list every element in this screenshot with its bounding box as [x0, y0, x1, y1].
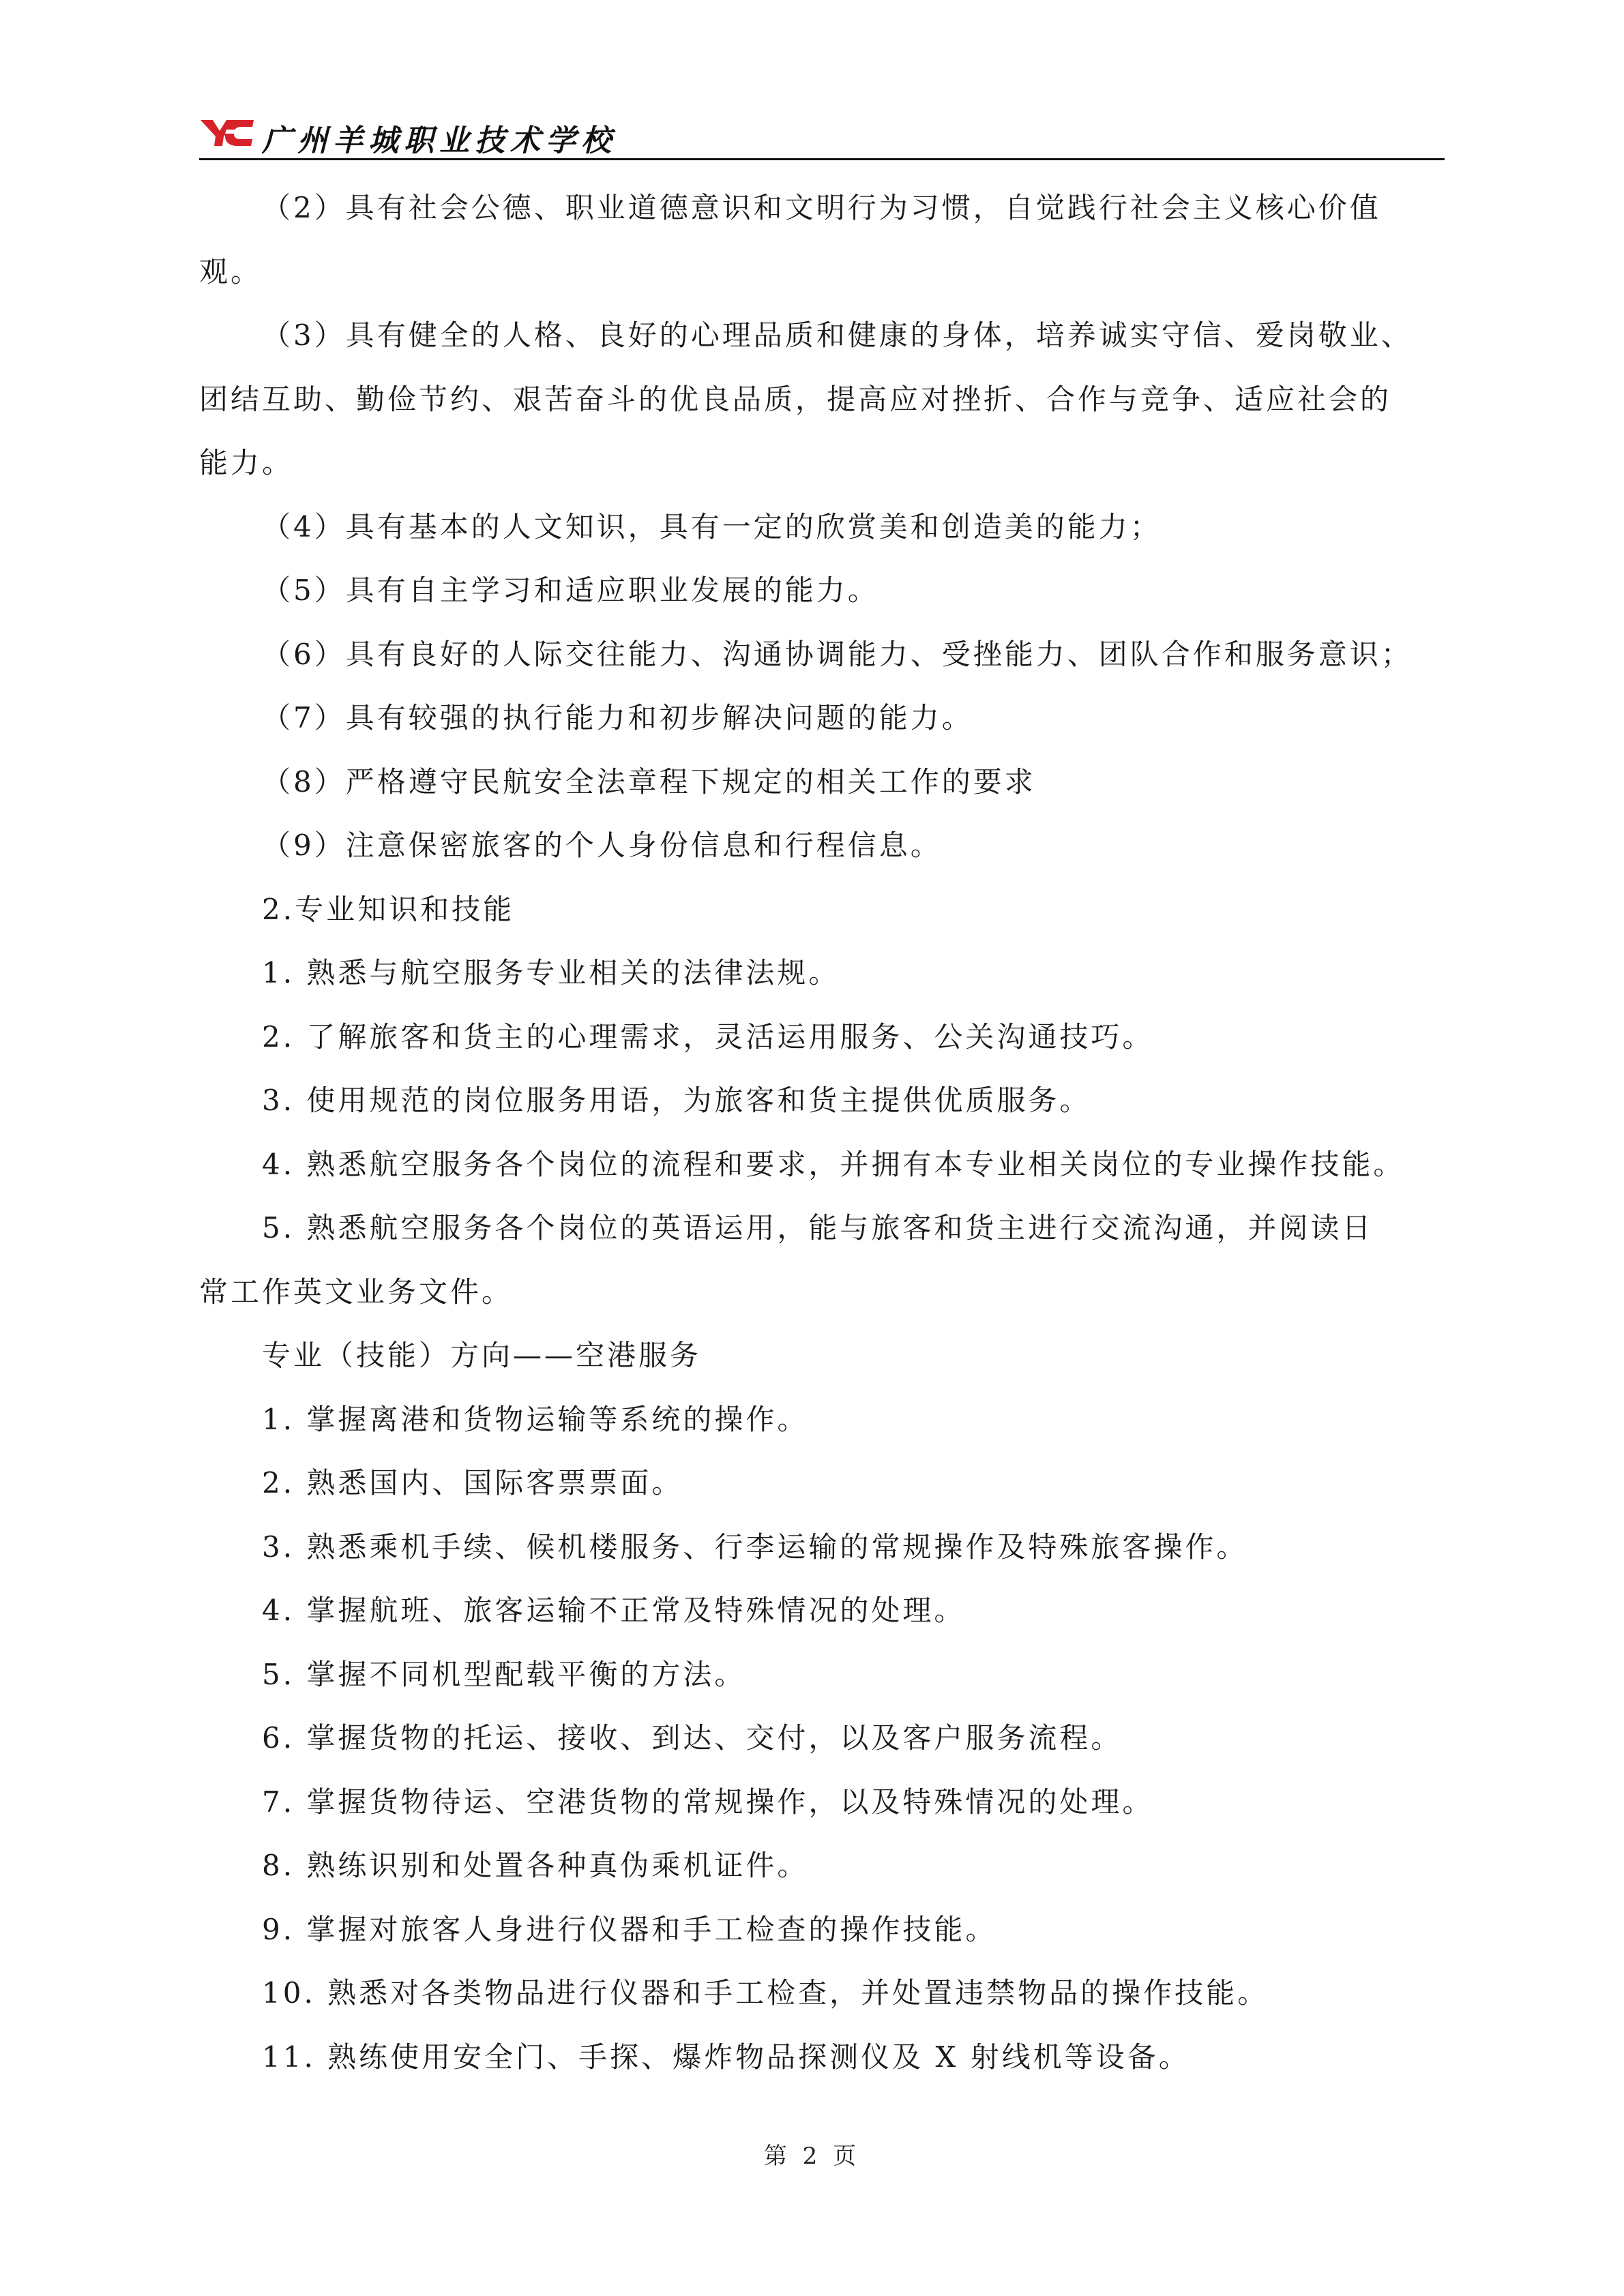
text-line: 3. 使用规范的岗位服务用语，为旅客和货主提供优质服务。	[262, 1084, 1091, 1117]
text-line: （7）具有较强的执行能力和初步解决问题的能力。	[262, 701, 973, 734]
paragraph	[199, 1706, 1445, 1770]
paragraph	[199, 878, 1445, 942]
text-line: 5. 掌握不同机型配载平衡的方法。	[262, 1657, 746, 1691]
paragraph	[199, 1133, 1445, 1197]
document-body	[199, 176, 1445, 2089]
paragraph	[199, 1515, 1445, 1579]
text-line: 9. 掌握对旅客人身进行仪器和手工检查的操作技能。	[262, 1912, 997, 1946]
school-logo-icon	[199, 117, 255, 149]
header-divider	[199, 158, 1445, 160]
text-line: （2）具有社会公德、职业道德意识和文明行为习惯，自觉践行社会主义核心价值	[262, 191, 1381, 224]
paragraph	[199, 1069, 1445, 1133]
paragraph	[199, 1388, 1445, 1452]
page-header	[199, 115, 1445, 158]
paragraph	[199, 1898, 1445, 1962]
paragraph	[199, 2025, 1445, 2089]
text-line: （5）具有自主学习和适应职业发展的能力。	[262, 573, 879, 607]
paragraph	[199, 1324, 1445, 1388]
text-line: 团结互助、勤俭节约、艰苦奋斗的优良品质，提高应对挫折、合作与竞争、适应社会的	[199, 382, 1392, 416]
page-number: 第 2 页	[763, 2143, 861, 2170]
paragraph	[199, 558, 1445, 623]
text-line: 4. 熟悉航空服务各个岗位的流程和要求，并拥有本专业相关岗位的专业操作技能。	[262, 1147, 1405, 1181]
paragraph	[199, 941, 1445, 1005]
paragraph	[199, 176, 1445, 303]
paragraph	[199, 1643, 1445, 1707]
text-line: 3. 熟悉乘机手续、候机楼服务、行李运输的常规操作及特殊旅客操作。	[262, 1530, 1248, 1564]
text-line: 10. 熟悉对各类物品进行仪器和手工检查，并处置违禁物品的操作技能。	[262, 1976, 1269, 2010]
text-line: （6）具有良好的人际交往能力、沟通协调能力、受挫能力、团队合作和服务意识；	[262, 637, 1413, 671]
text-line: 5. 熟悉航空服务各个岗位的英语运用，能与旅客和货主进行交流沟通，并阅读日	[262, 1211, 1374, 1244]
text-line: 6. 掌握货物的托运、接收、到达、交付，以及客户服务流程。	[262, 1721, 1123, 1755]
text-line: 2. 了解旅客和货主的心理需求，灵活运用服务、公关沟通技巧。	[262, 1019, 1154, 1054]
text-line: 1. 熟悉与航空服务专业相关的法律法规。	[262, 956, 840, 989]
text-line: 8. 熟练识别和处置各种真伪乘机证件。	[262, 1849, 809, 1882]
text-line: （9）注意保密旅客的个人身份信息和行程信息。	[262, 829, 942, 862]
text-line: 1. 掌握离港和货物运输等系统的操作。	[262, 1402, 809, 1436]
paragraph	[199, 1196, 1445, 1324]
text-line: 7. 掌握货物待运、空港货物的常规操作，以及特殊情况的处理。	[262, 1785, 1154, 1819]
text-line: （3）具有健全的人格、良好的心理品质和健康的身体，培养诚实守信、爱岗敬业、	[262, 318, 1413, 352]
text-line: 2. 熟悉国内、国际客票票面。	[262, 1466, 683, 1500]
paragraph	[199, 303, 1445, 495]
text-line: 专业（技能）方向——空港服务	[262, 1339, 702, 1372]
paragraph	[199, 1834, 1445, 1898]
text-line: 4. 掌握航班、旅客运输不正常及特殊情况的处理。	[262, 1594, 966, 1627]
paragraph	[199, 1451, 1445, 1515]
paragraph	[199, 1770, 1445, 1834]
paragraph	[199, 1579, 1445, 1643]
text-line: 11. 熟练使用安全门、手探、爆炸物品探测仪及 X 射线机等设备。	[262, 2040, 1190, 2074]
text-line: 观。	[199, 254, 263, 288]
text-line: （4）具有基本的人文知识，具有一定的欣赏美和创造美的能力；	[262, 509, 1162, 543]
text-line: 常工作英文业务文件。	[199, 1274, 514, 1309]
paragraph	[199, 686, 1445, 750]
text-line: 2.专业知识和技能	[262, 892, 515, 926]
paragraph	[199, 623, 1445, 687]
text-line: （8）严格遵守民航安全法章程下规定的相关工作的要求	[262, 764, 1036, 799]
school-name: 广州羊城职业技术学校	[262, 123, 617, 158]
paragraph	[199, 495, 1445, 559]
text-line: 能力。	[199, 446, 294, 479]
paragraph	[199, 1961, 1445, 2025]
paragraph	[199, 1005, 1445, 1069]
paragraph	[199, 750, 1445, 814]
paragraph	[199, 814, 1445, 878]
